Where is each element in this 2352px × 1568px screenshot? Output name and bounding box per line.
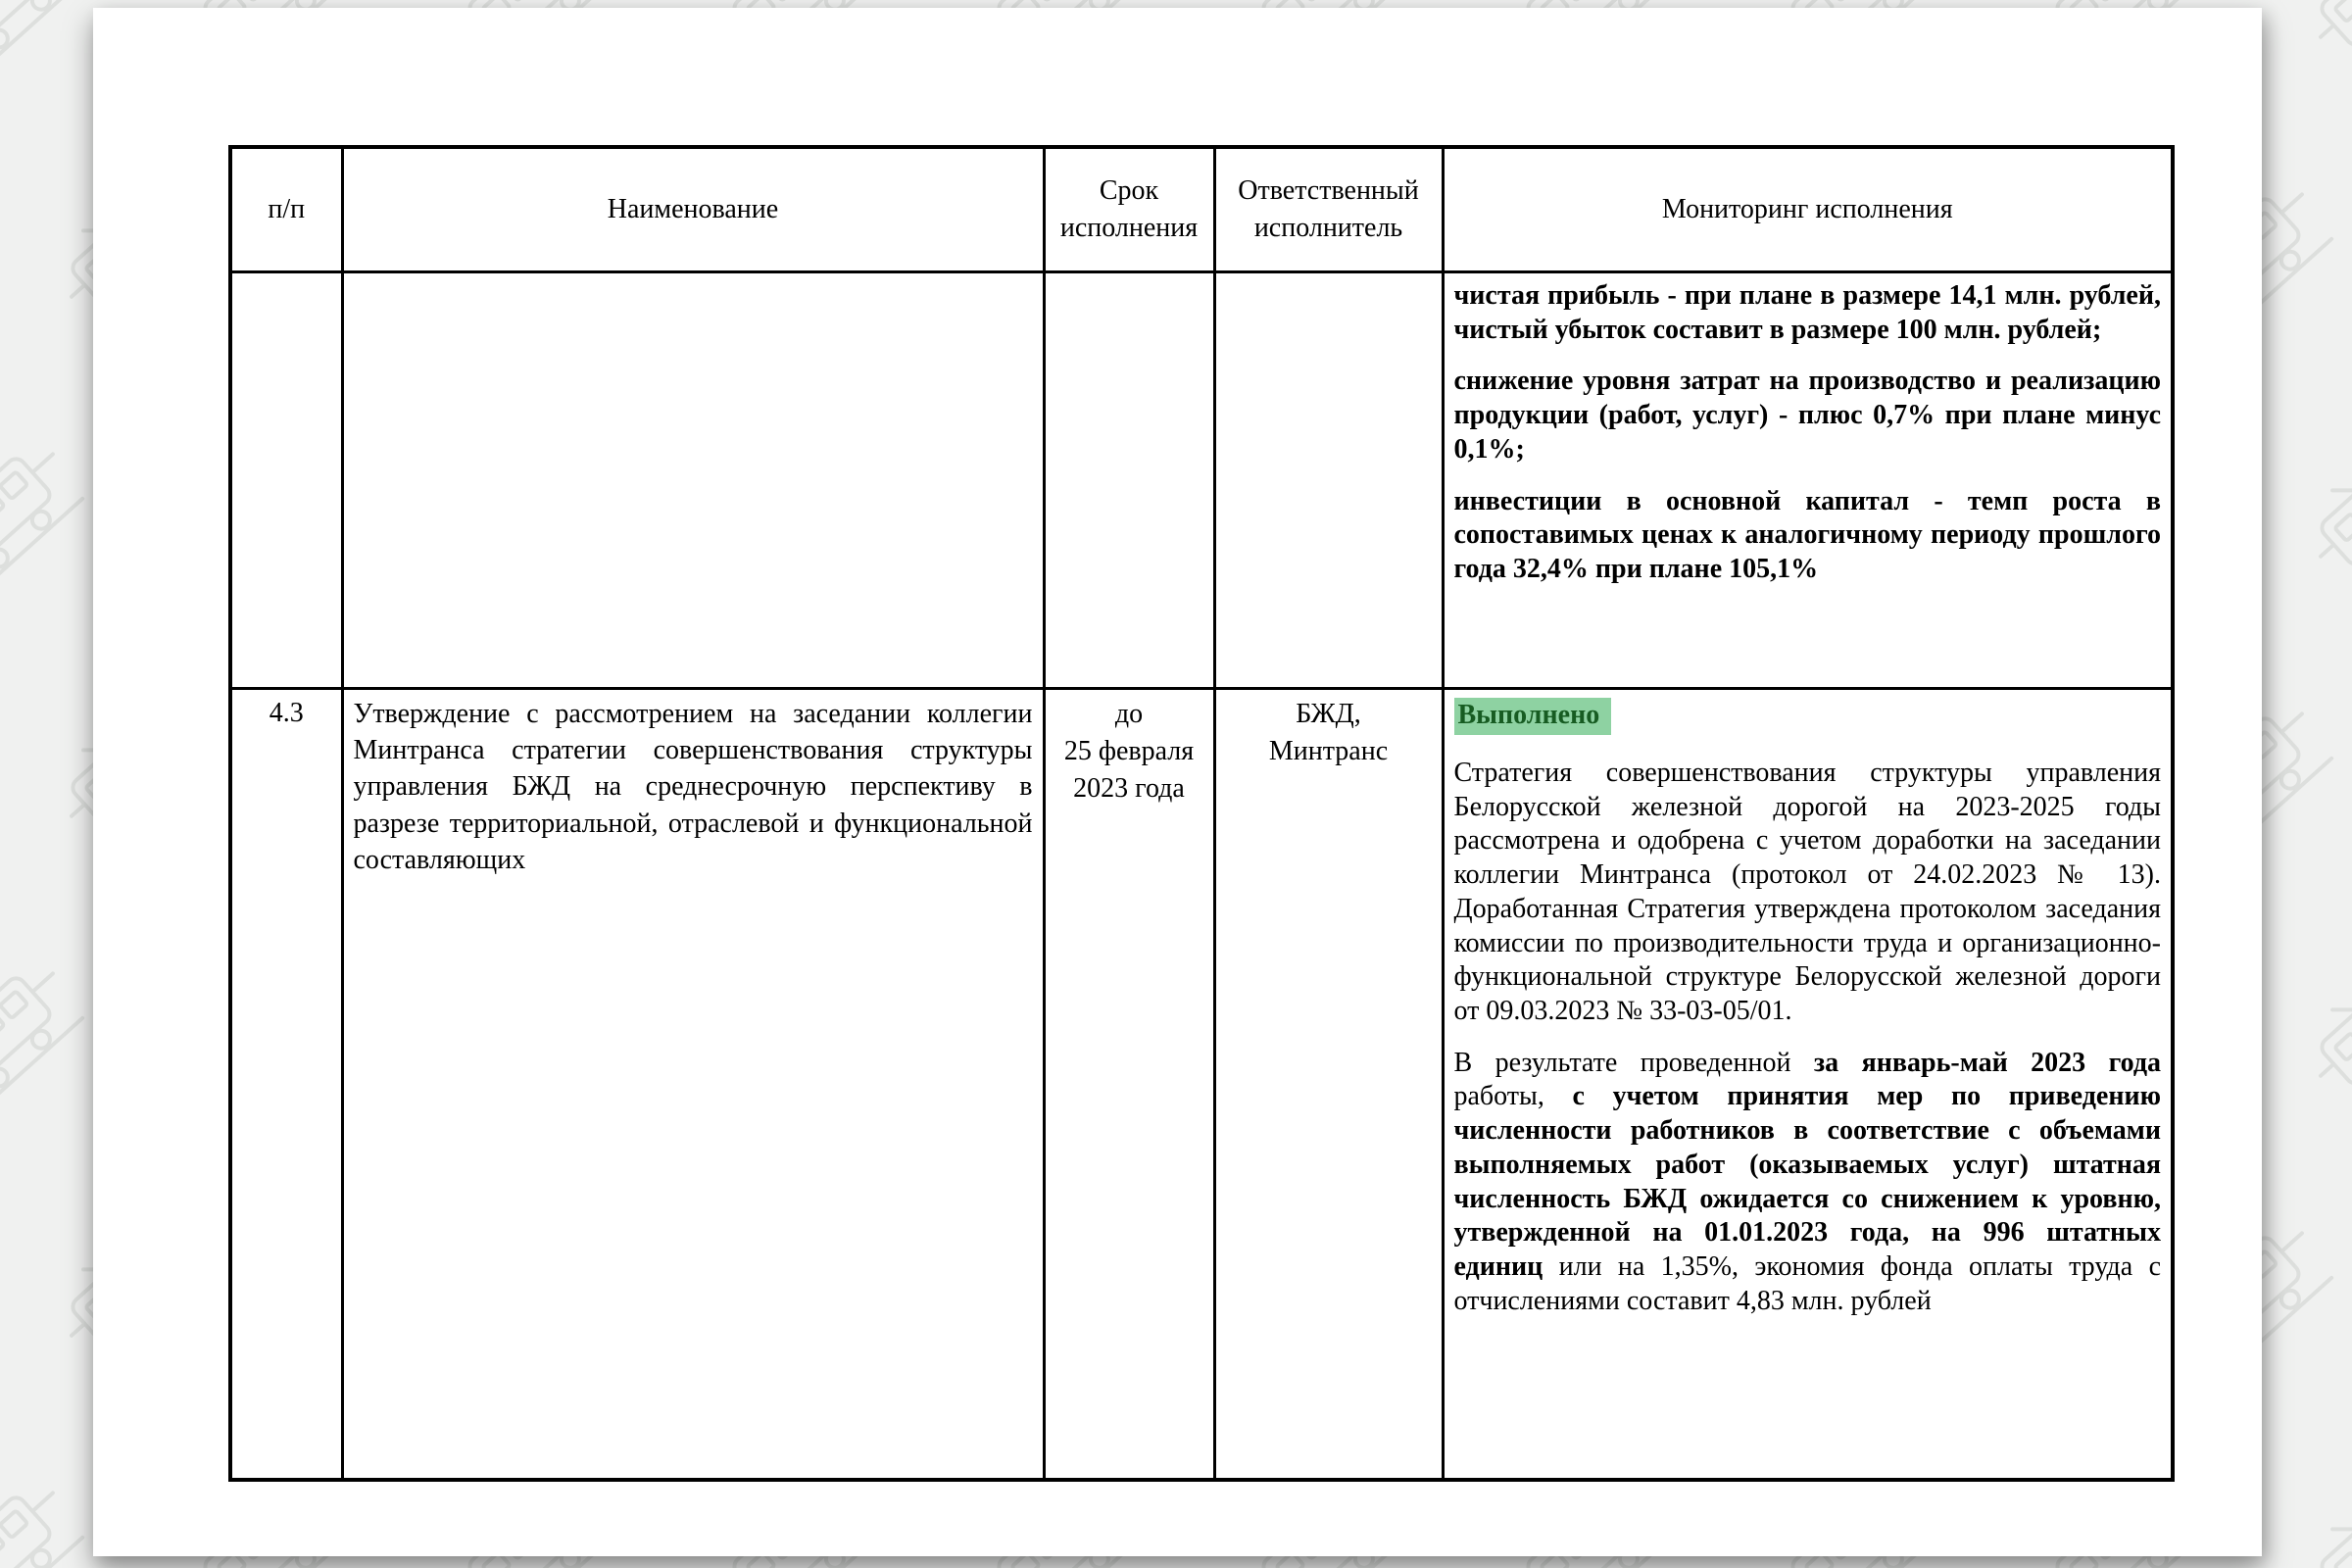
header-monitoring: Мониторинг исполнения	[1443, 147, 2173, 272]
background-doodle-icon	[2270, 400, 2352, 619]
responsible-cell-text: БЖД, Минтранс	[1268, 699, 1389, 766]
cell-num-empty	[230, 272, 342, 689]
header-num: п/п	[230, 147, 342, 272]
table-row	[230, 272, 2173, 689]
background-doodle-icon	[2270, 919, 2352, 1139]
cell-monitoring	[1443, 689, 2173, 1480]
train-doodle-icon	[2270, 919, 2352, 1139]
deadline-cell-text: до 25 февраля 2023 года	[1063, 699, 1195, 804]
table-row	[230, 689, 2173, 1480]
header-deadline: Срок исполнения	[1044, 147, 1214, 272]
cell-deadline-empty	[1044, 272, 1214, 689]
train-doodle-icon	[2270, 400, 2352, 619]
cell-name-empty	[342, 272, 1044, 689]
header-responsible: Ответственный исполнитель	[1214, 147, 1443, 272]
monitoring-paragraphs-row1	[1454, 279, 2162, 587]
monitoring-paragraph: чистая прибыль - при плане в размере 14,1 млн. рублей, чистый убыток составит в размере 100 млн. рублей;	[1453, 280, 2161, 345]
status-badge: Выполнено	[1454, 698, 1612, 735]
cell-responsible-empty	[1214, 272, 1443, 689]
cell-monitoring-continuation	[1443, 272, 2173, 689]
cell-deadline	[1044, 689, 1214, 1480]
monitoring-table	[228, 145, 2175, 1482]
train-doodle-icon	[2270, 1439, 2352, 1568]
train-doodle-icon	[2270, 0, 2352, 100]
monitoring-paragraph: Стратегия совершенствования структуры управления Белорусской железной дорогой на 2023-2025 годы рассмотрена и одобрена с учетом доработки на заседании коллегии Минтранса (протокол от 24.02.2023 № 13). Доработанная Стратегия утверждена протоколом заседания комиссии по производительности труда и организационно-функциональной структуре Белорусской железной дороги от 09.03.2023 № 33-03-05/01.	[1453, 758, 2161, 1027]
cell-responsible	[1214, 689, 1443, 1480]
background-doodle-icon	[2270, 1439, 2352, 1568]
monitoring-paragraph: инвестиции в основной капитал - темп роста в сопоставимых ценах к аналогичному периоду прошлого года 32,4% при плане 105,1%	[1453, 485, 2161, 585]
status-line	[1454, 696, 2162, 739]
table-header-row	[230, 147, 2173, 272]
background-doodle-icon	[2270, 0, 2352, 100]
document-page	[93, 8, 2262, 1556]
cell-name: Утверждение с рассмотрением на заседании коллегии Минтранса стратегии совершенствования структуры управления БЖД на среднесрочную перспективу в разрезе территориальной, отраслевой и функциональной составляющих	[342, 689, 1044, 1480]
monitoring-paragraph-rich: В результате проведенной за январь-май 2023 года работы, с учетом принятия мер по приведению численности работников в соответствие с объемами выполняемых работ (оказываемых услуг) штатная численность БЖД ожидается со снижением к уровню, утвержденной на 01.01.2023 года, на 996 штатных единиц или на 1,35%, экономия фонда оплаты труда с отчислениями составит 4,83 млн. рублей	[1453, 1047, 2161, 1316]
cell-num: 4.3	[230, 689, 342, 1480]
header-name: Наименование	[342, 147, 1044, 272]
monitoring-paragraph: снижение уровня затрат на производство и реализацию продукции (работ, услуг) - плюс 0,7% при плане минус 0,1%;	[1453, 366, 2161, 465]
